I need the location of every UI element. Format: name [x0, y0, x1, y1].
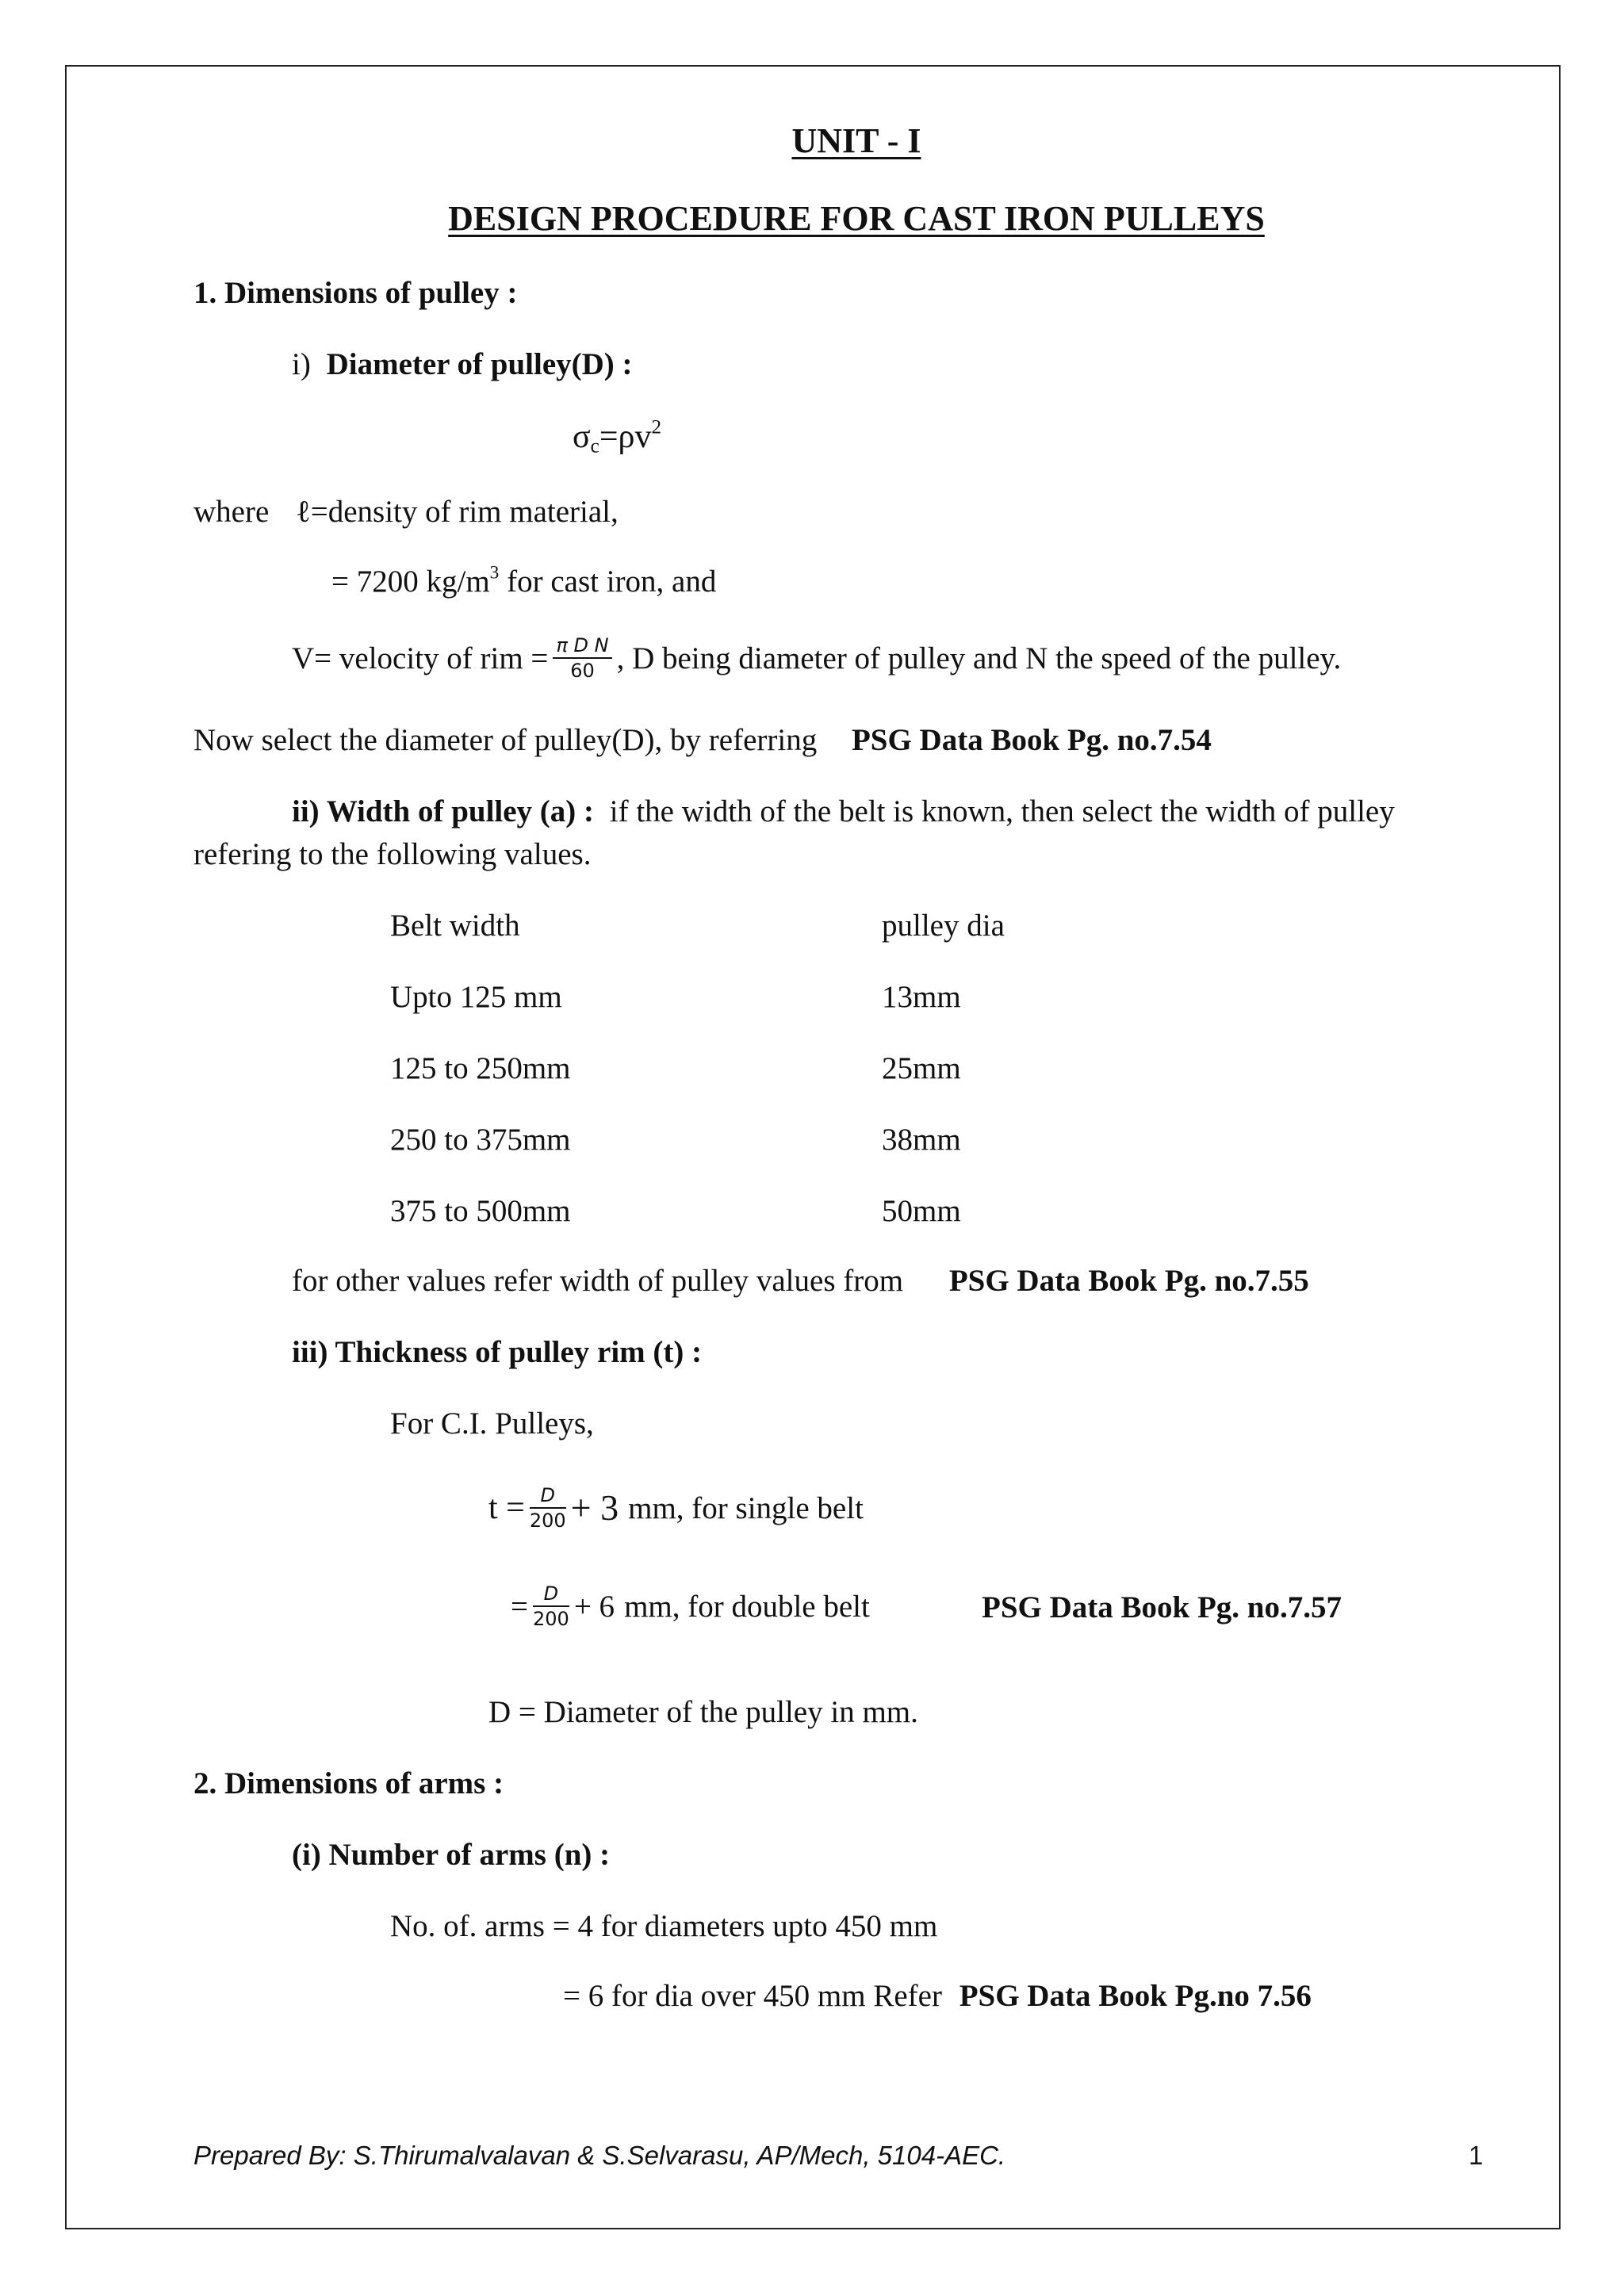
- where-line: [193, 496, 619, 527]
- where-label: where: [193, 495, 270, 529]
- main-title: DESIGN PROCEDURE FOR CAST IRON PULLEYS: [448, 199, 1265, 238]
- eq2-post: mm, for double belt: [624, 1589, 870, 1624]
- width-line-2: refering to the following values.: [193, 837, 592, 871]
- velocity-line: [292, 626, 1341, 690]
- psg-ref-7-54: PSG Data Book Pg. no.7.54: [851, 723, 1212, 757]
- psg-ref-7-56: PSG Data Book Pg.no 7.56: [959, 1979, 1312, 2013]
- velocity-pre: V= velocity of rim =: [292, 641, 549, 675]
- footer-credit: Prepared By: S.Thirumalvalavan & S.Selvarasu, AP/Mech, 5104-AEC.: [193, 2141, 1006, 2170]
- diameter-heading: [292, 349, 633, 380]
- eq-sub: c: [590, 435, 599, 457]
- velocity-numerator: π D N: [553, 636, 611, 659]
- density-pre: = 7200 kg/m: [331, 564, 490, 599]
- eq2-fraction: [533, 1584, 569, 1628]
- arms-line-1: No. of. arms = 4 for diameters upto 450 mm: [390, 1909, 938, 1943]
- velocity-post: , D being diameter of pulley and N the speed of the pulley.: [616, 641, 1342, 675]
- eq-sigma: σ: [573, 419, 591, 455]
- table-cell: 25mm: [882, 1051, 961, 1085]
- thickness-eq-single: [488, 1475, 864, 1541]
- section-1-heading: 1. Dimensions of pulley :: [193, 276, 518, 310]
- eq2-plus: + 6: [573, 1589, 615, 1624]
- density-line: [331, 562, 717, 599]
- velocity-fraction: [553, 636, 611, 680]
- psg-ref-7-57: PSG Data Book Pg. no.7.57: [982, 1590, 1342, 1624]
- table-cell: 50mm: [882, 1194, 961, 1228]
- unit-title: UNIT - I: [791, 121, 921, 160]
- width-label: ii) Width of pulley (a) :: [292, 794, 595, 828]
- thickness-heading: iii) Thickness of pulley rim (t) :: [292, 1335, 703, 1369]
- other-values-text: for other values refer width of pulley values from: [292, 1264, 904, 1298]
- arms-heading: (i) Number of arms (n) :: [292, 1838, 611, 1872]
- table-header-belt-width: Belt width: [390, 909, 520, 943]
- width-text-line1: if the width of the belt is known, then select the width of pulley: [609, 794, 1395, 828]
- thickness-eq-double: [511, 1573, 870, 1640]
- select-text: Now select the diameter of pulley(D), by referring: [193, 723, 818, 757]
- density-post: for cast iron, and: [507, 564, 717, 599]
- width-line-1: [292, 796, 1395, 827]
- arms-line-2: [563, 1980, 1312, 2011]
- centrifugal-stress-equation: [573, 416, 662, 457]
- table-cell: 13mm: [882, 980, 961, 1014]
- ci-pulleys-text: For C.I. Pulleys,: [390, 1406, 594, 1441]
- density-sup: 3: [489, 562, 500, 584]
- arms-line-2-text: = 6 for dia over 450 mm Refer: [563, 1979, 942, 2013]
- psg-ref-7-55: PSG Data Book Pg. no.7.55: [948, 1264, 1309, 1298]
- select-diameter-line: [193, 725, 1212, 756]
- table-cell: 38mm: [882, 1123, 961, 1157]
- eq2-pre: =: [511, 1589, 528, 1624]
- diameter-label: Diameter of pulley(D) :: [326, 347, 633, 381]
- page-number: 1: [1469, 2141, 1484, 2170]
- table-header-pulley-dia: pulley dia: [882, 909, 1005, 943]
- eq-mid: =ρv: [599, 419, 652, 455]
- eq1-numerator: D: [530, 1486, 566, 1509]
- eq1-post: mm, for single belt: [628, 1490, 864, 1525]
- other-values-line: [292, 1265, 1309, 1296]
- eq1-denominator: 200: [529, 1510, 566, 1532]
- eq1-plus: + 3: [570, 1487, 619, 1528]
- eq-sup: 2: [651, 416, 662, 438]
- d-definition: D = Diameter of the pulley in mm.: [488, 1695, 918, 1729]
- where-text: ℓ=density of rim material,: [296, 495, 619, 529]
- table-cell: 375 to 500mm: [390, 1194, 571, 1228]
- eq2-numerator: D: [533, 1584, 569, 1607]
- diameter-label-number: i): [292, 347, 311, 381]
- eq1-pre: t =: [488, 1490, 525, 1526]
- section-2-heading: 2. Dimensions of arms :: [193, 1766, 504, 1800]
- eq1-fraction: [530, 1486, 566, 1530]
- velocity-denominator: 60: [570, 660, 595, 682]
- page-border: [65, 65, 1561, 2229]
- table-cell: 250 to 375mm: [390, 1123, 571, 1157]
- table-cell: Upto 125 mm: [390, 980, 562, 1014]
- eq2-denominator: 200: [533, 1608, 569, 1630]
- table-cell: 125 to 250mm: [390, 1051, 571, 1085]
